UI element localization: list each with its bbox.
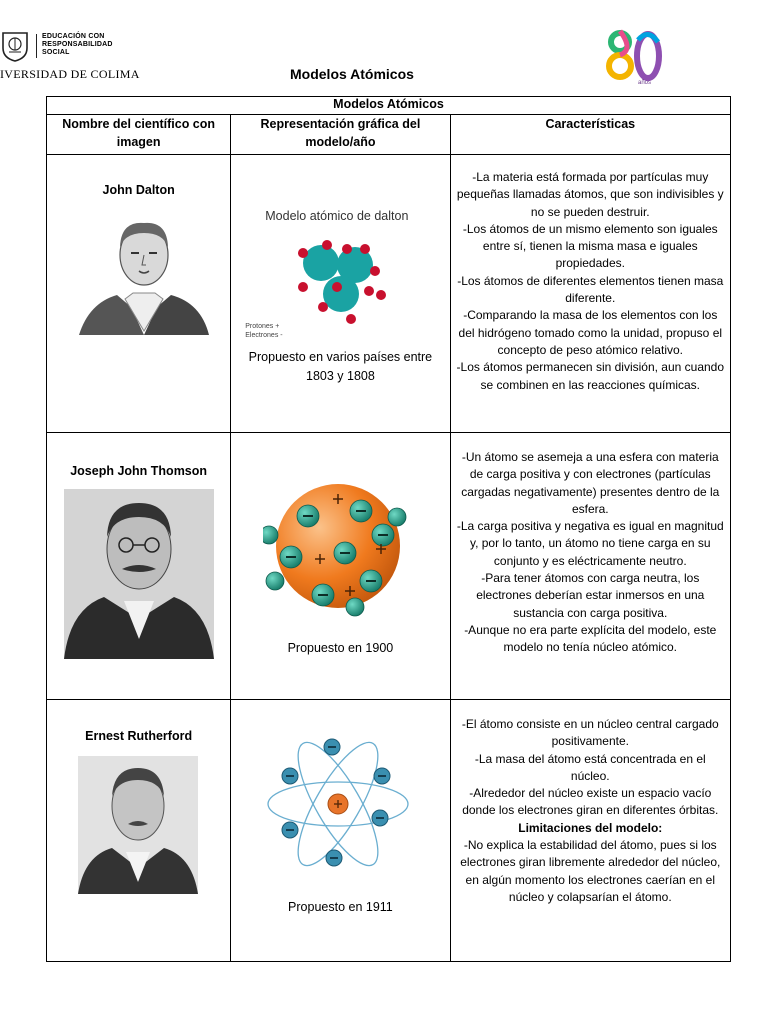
table-row-thomson <box>47 433 731 700</box>
dalton-portrait <box>69 211 219 335</box>
characteristic-item: -Los átomos de un mismo elemento son iguales entre sí, tienen la misma masa e iguales propiedades. <box>462 221 718 271</box>
model-year: Propuesto en varios países entre 1803 y 1808 <box>248 350 433 383</box>
slogan-line: EDUCACIÓN CON <box>42 33 105 40</box>
slogan-line: RESPONSABILIDAD <box>42 41 113 48</box>
legend-electrons: Electrones - <box>245 332 283 339</box>
column-header-scientist: Nombre del científico con imagen <box>47 115 231 155</box>
characteristic-item: -El átomo consiste en un núcleo central cargado positivamente. <box>461 717 719 749</box>
characteristic-item: -Los átomos de diferentes elementos tienen masa diferente. <box>457 273 724 306</box>
scientist-name: Joseph John Thomson <box>70 464 208 478</box>
university-seal-icon <box>0 30 30 62</box>
column-header-model: Representación gráfica del modelo/año <box>231 115 450 155</box>
anniversary-logo <box>606 28 666 92</box>
document-title: Modelos Atómicos <box>290 66 414 82</box>
table-title: Modelos Atómicos <box>47 97 731 115</box>
anniversary-years-label: años <box>638 80 652 86</box>
characteristics-text <box>455 169 726 394</box>
characteristic-item: -Un átomo se asemeja a una esfera con materia de carga positiva y con electrones (partículas cargadas negativamente) presentes dentro de la esfera. <box>461 450 720 516</box>
model-year: Propuesto en 1900 <box>287 641 394 655</box>
characteristics-text <box>455 449 726 657</box>
model-year: Propuesto en 1911 <box>288 900 393 914</box>
thomson-plum-pudding-icon <box>263 471 413 621</box>
logo-divider <box>36 34 37 58</box>
characteristic-item: -Alrededor del núcleo existe un espacio vacío donde los electrones giran en diferentes órbitas. <box>462 786 719 818</box>
anniversary-80-icon <box>606 28 666 92</box>
diagram-legend <box>245 322 282 340</box>
education-slogan <box>42 33 113 57</box>
dalton-atoms-icon <box>239 195 444 343</box>
rutherford-orbit-icon <box>263 734 413 874</box>
characteristics-text <box>455 716 726 906</box>
university-name: IVERSIDAD DE COLIMA <box>0 67 140 81</box>
characteristic-item: -Aunque no era parte explícita del modelo, este modelo no tenía núcleo atómico. <box>464 622 717 655</box>
limitations-heading: Limitaciones del modelo: <box>518 820 663 835</box>
university-logo <box>0 30 140 82</box>
rutherford-portrait <box>78 756 198 894</box>
diagram-caption: Modelo atómico de dalton <box>265 209 409 223</box>
characteristic-item: -La materia está formada por partículas muy pequeñas llamadas átomos, que son indivisibles y no se pueden destruir. <box>456 170 724 219</box>
scientist-name: John Dalton <box>102 183 175 197</box>
column-header-characteristics: Características <box>450 115 730 155</box>
dalton-model-diagram <box>239 195 444 343</box>
characteristic-item: -Comparando la masa de los elementos con los del hidrógeno tomado como la unidad, propuso el concepto de peso atómico relativo. <box>458 308 723 357</box>
characteristic-item: -La masa del átomo está concentrada en el núcleo. <box>474 751 706 783</box>
characteristic-item: -Los átomos permanecen sin división, aun cuando se combinen en las reacciones químicas. <box>456 360 725 392</box>
characteristic-item: -La carga positiva y negativa es igual en magnitud y, por lo tanto, un átomo no tiene carga en su conjunto y es eléctricamente neutro. <box>456 519 724 568</box>
limitation-item: -No explica la estabilidad del átomo, pues si los electrones giran libremente alrededor del núcleo, en algún momento los electrones caerían en el núcleo y colapsarían el átomo. <box>460 838 721 904</box>
scientist-name: Ernest Rutherford <box>85 729 193 743</box>
characteristic-item: -Para tener átomos con carga neutra, los electrones deberían estar inmersos en una sustancia con carga positiva. <box>476 571 705 620</box>
table-row-dalton <box>47 155 731 433</box>
thomson-portrait <box>64 489 214 659</box>
slogan-line: SOCIAL <box>42 49 70 56</box>
legend-protons: Protones + <box>245 323 280 330</box>
atomic-models-table <box>46 96 731 962</box>
table-row-rutherford <box>47 700 731 962</box>
